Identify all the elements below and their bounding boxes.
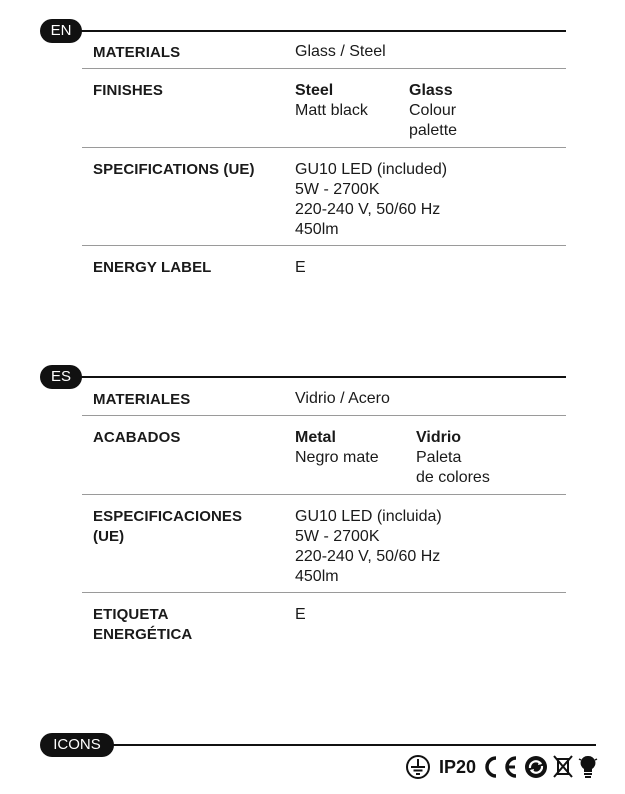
spec-line: 220-240 V, 50/60 Hz [295,548,441,565]
row-materials [82,386,566,416]
spec-line: GU10 LED (included) [295,161,448,178]
weee-crossed-bin-icon [552,754,574,780]
row-label [93,507,278,547]
recycle-icon [524,755,548,779]
finish-title: Vidrio [416,429,462,446]
finish-column [295,428,379,468]
spec-line: 450lm [295,221,339,238]
ip20-icon: IP20 [439,756,477,777]
finish-title: Steel [295,82,334,99]
row-energy-label [82,593,566,653]
language-tag-es: ES [40,365,82,389]
finish-line: Negro mate [295,449,379,466]
label-line: (UE) [93,528,125,545]
divider [80,30,566,32]
row-label: MATERIALS [93,44,181,61]
earth-ground-icon [405,754,431,780]
row-energy-label [82,246,566,286]
row-specifications [82,495,566,593]
label-line: ETIQUETA [93,606,169,623]
certification-icons [405,752,598,782]
row-materials [82,40,566,69]
finish-title: Metal [295,429,336,446]
finish-title: Glass [409,82,453,99]
spec-line: 450lm [295,568,339,585]
row-label: ENERGY LABEL [93,259,212,276]
row-value: Vidrio / Acero [295,390,390,407]
divider [80,376,566,378]
label-line: ESPECIFICACIONES [93,508,243,525]
language-tag-en: EN [40,19,82,43]
finish-line: Matt black [295,102,368,119]
spec-line: 220-240 V, 50/60 Hz [295,201,441,218]
ce-mark-icon [480,754,520,780]
spec-line: 5W - 2700K [295,528,380,545]
spec-line: 5W - 2700K [295,181,380,198]
row-specifications [82,148,566,246]
icons-tag: ICONS [40,733,114,757]
row-value: Glass / Steel [295,43,386,60]
divider [112,744,596,746]
spec-lines [295,507,442,587]
row-label: SPECIFICATIONS (UE) [93,161,255,178]
row-label [93,605,278,645]
finish-column [416,428,490,488]
spec-lines [295,160,447,240]
row-label: ACABADOS [93,429,181,446]
finish-line: de colores [416,469,490,486]
finish-column [295,81,368,121]
row-value: E [295,259,306,276]
row-finishes [82,416,566,495]
row-label: FINISHES [93,82,163,99]
led-bulb-icon [578,754,598,780]
label-line: ENERGÉTICA [93,626,193,643]
row-value: E [295,606,306,623]
spec-line: GU10 LED (incluida) [295,508,442,525]
finish-line: Colour [409,102,457,119]
row-label: MATERIALES [93,391,191,408]
row-finishes [82,69,566,148]
finish-column [409,81,457,141]
finish-line: palette [409,122,458,139]
finish-line: Paleta [416,449,462,466]
